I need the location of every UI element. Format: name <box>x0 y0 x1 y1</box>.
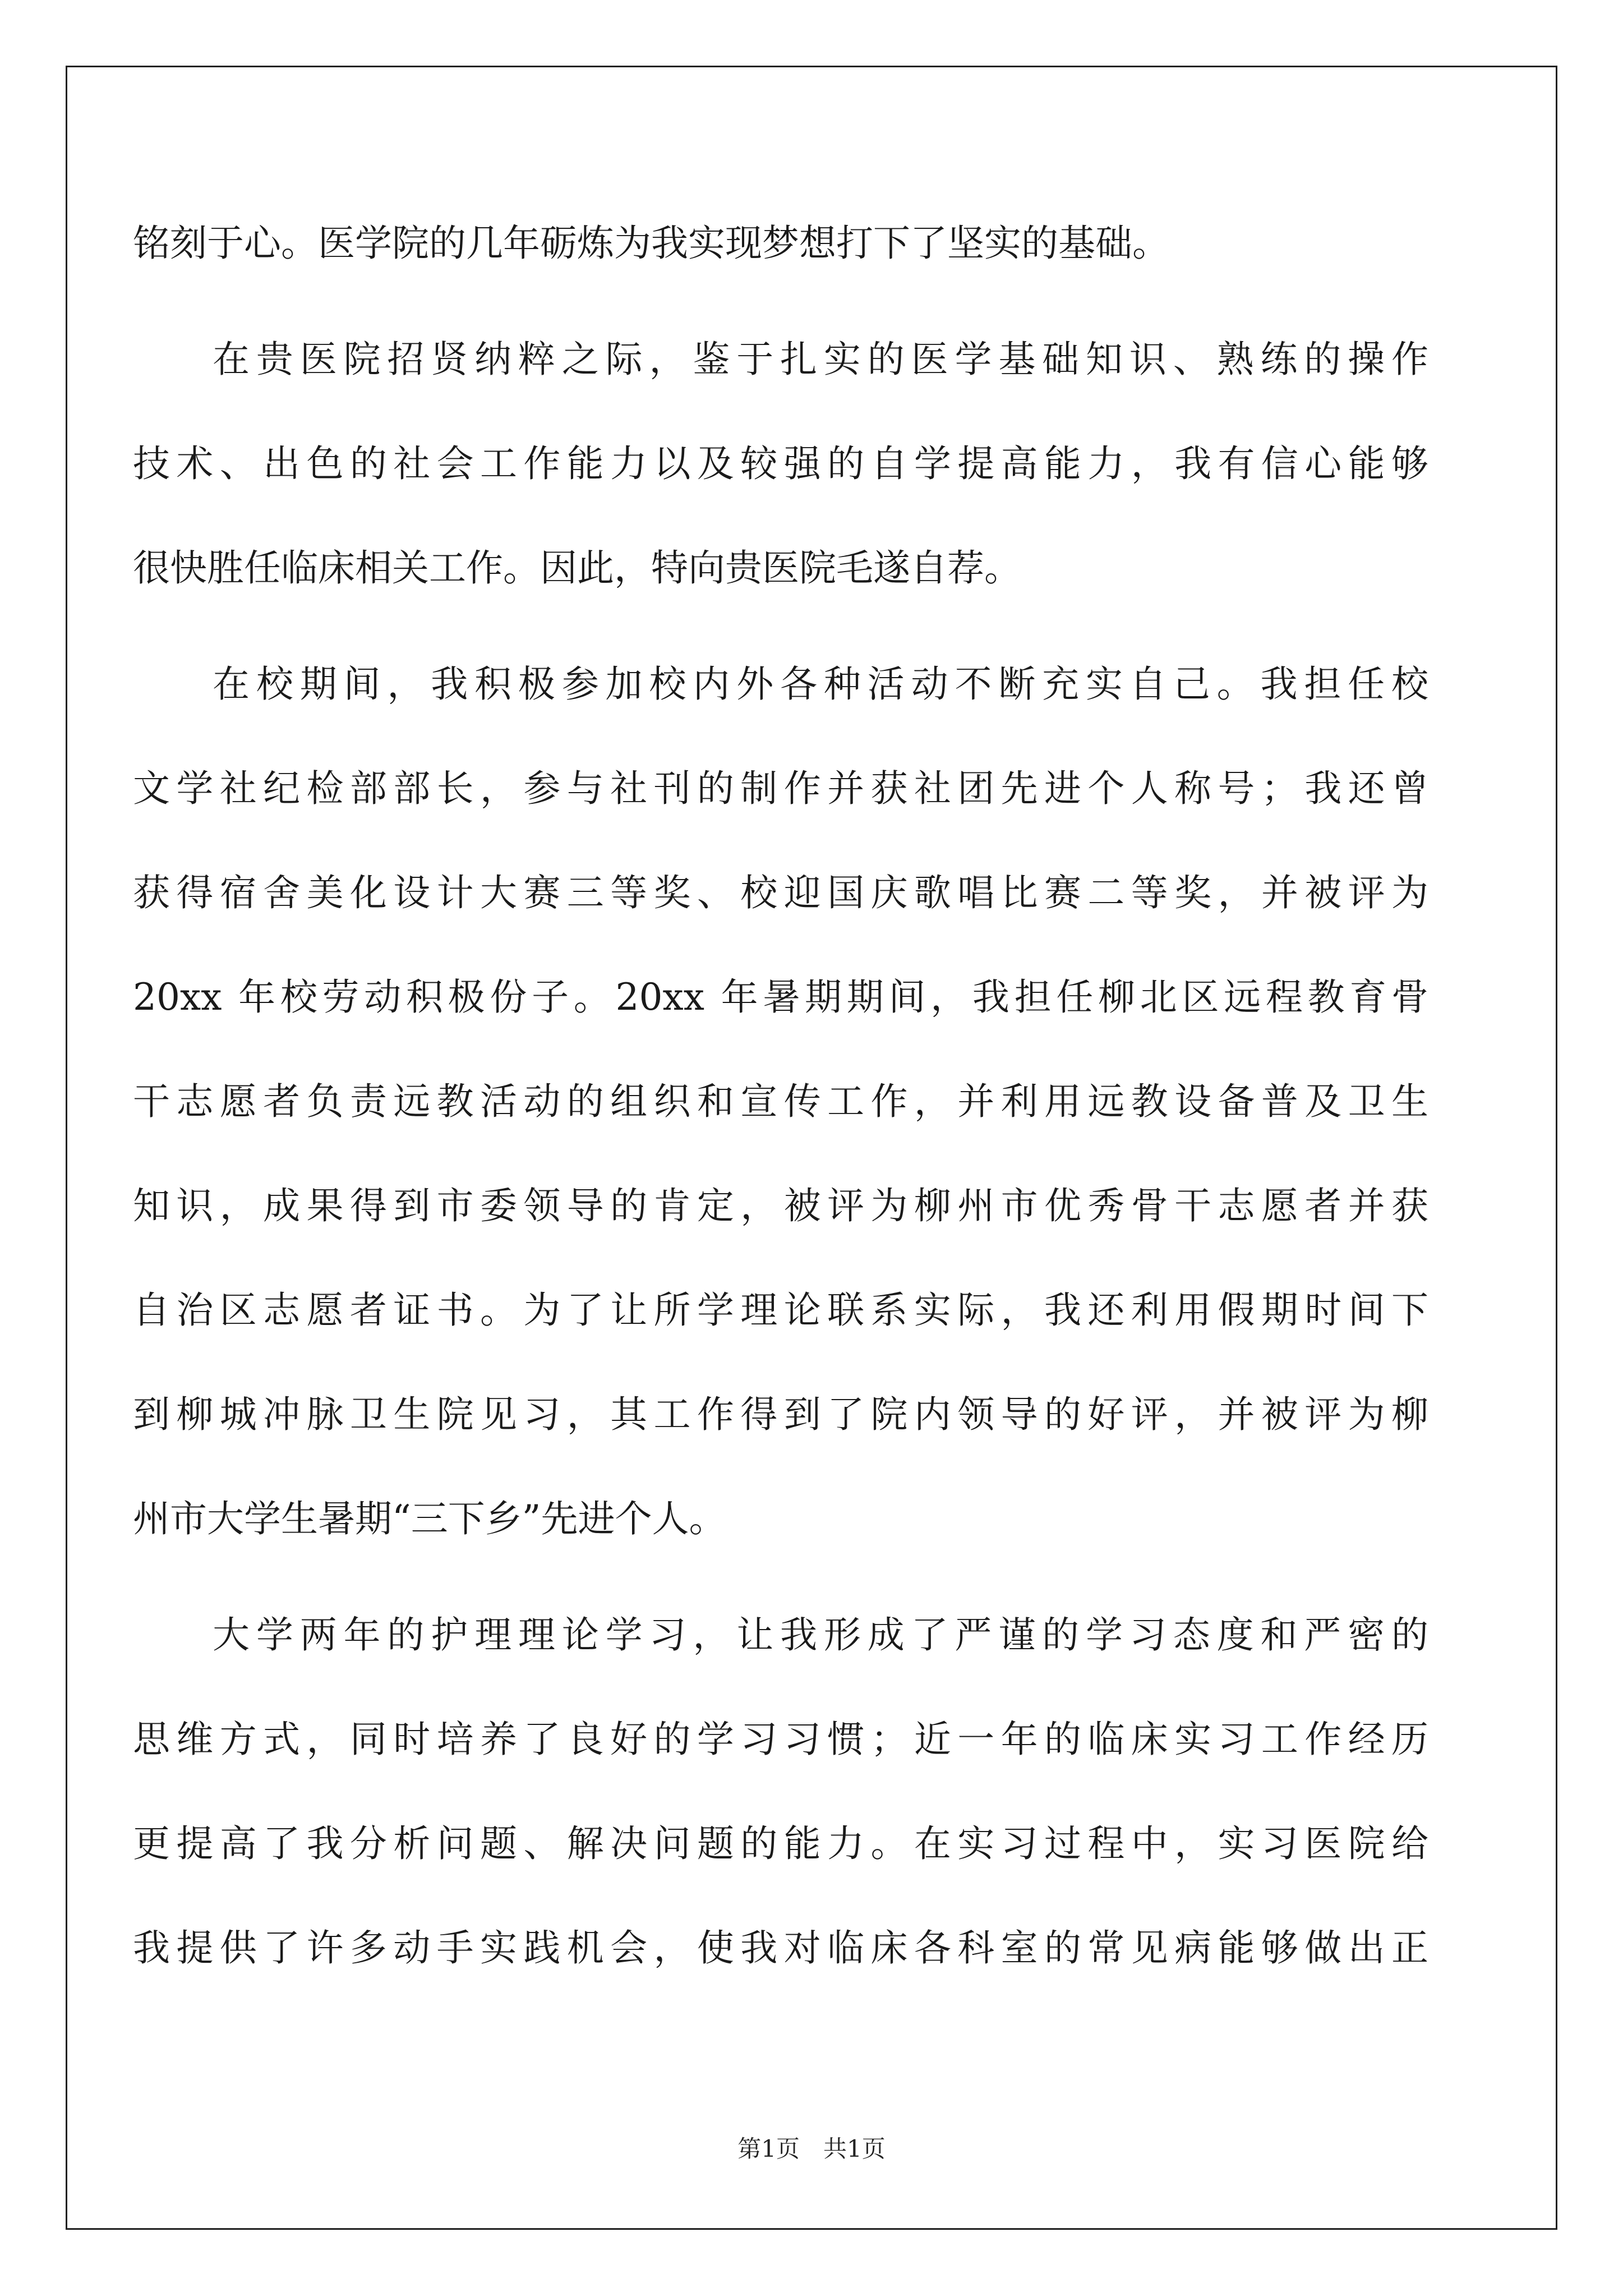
text-line: 技术、出色的社会工作能力以及较强的自学提高能力，我有信心能够 <box>133 442 1428 485</box>
text-line: 很快胜任临床相关工作。因此，特向贵医院毛遂自荐。 <box>133 546 1021 590</box>
text-line: 文学社纪检部部长，参与社刊的制作并获社团先进个人称号；我还曾 <box>133 767 1428 810</box>
paragraph-first-line: 在贵医院招贤纳粹之际，鉴于扎实的医学基础知识、熟练的操作 <box>213 338 1428 381</box>
text-line: 知识，成果得到市委领导的肯定，被评为柳州市优秀骨干志愿者并获 <box>133 1184 1428 1227</box>
paragraph-first-line: 在校期间，我积极参加校内外各种活动不断充实自己。我担任校 <box>213 662 1428 706</box>
text-line: 州市大学生暑期“三下乡”先进个人。 <box>133 1497 726 1540</box>
paragraph-first-line: 大学两年的护理理论学习，让我形成了严谨的学习态度和严密的 <box>213 1613 1428 1657</box>
text-line: 自治区志愿者证书。为了让所学理论联系实际，我还利用假期时间下 <box>133 1289 1428 1332</box>
text-line: 20xx 年校劳动积极份子。20xx 年暑期期间，我担任柳北区远程教育骨 <box>133 976 1428 1019</box>
text-line: 更提高了我分析问题、解决问题的能力。在实习过程中，实习医院给 <box>133 1822 1428 1865</box>
text-line: 到柳城冲脉卫生院见习，其工作得到了院内领导的好评，并被评为柳 <box>133 1393 1428 1436</box>
page-number-footer: 第1页 共1页 <box>737 2135 886 2162</box>
text-line: 干志愿者负责远教活动的组织和宣传工作，并利用远教设备普及卫生 <box>133 1080 1428 1123</box>
text-line: 铭刻于心。医学院的几年砺炼为我实现梦想打下了坚实的基础。 <box>133 222 1169 265</box>
text-line: 我提供了许多动手实践机会，使我对临床各科室的常见病能够做出正 <box>133 1926 1428 1970</box>
text-line: 获得宿舍美化设计大赛三等奖、校迎国庆歌唱比赛二等奖，并被评为 <box>133 871 1428 914</box>
text-line: 思维方式，同时培养了良好的学习习惯；近一年的临床实习工作经历 <box>133 1718 1428 1761</box>
page-border <box>66 66 1557 2230</box>
